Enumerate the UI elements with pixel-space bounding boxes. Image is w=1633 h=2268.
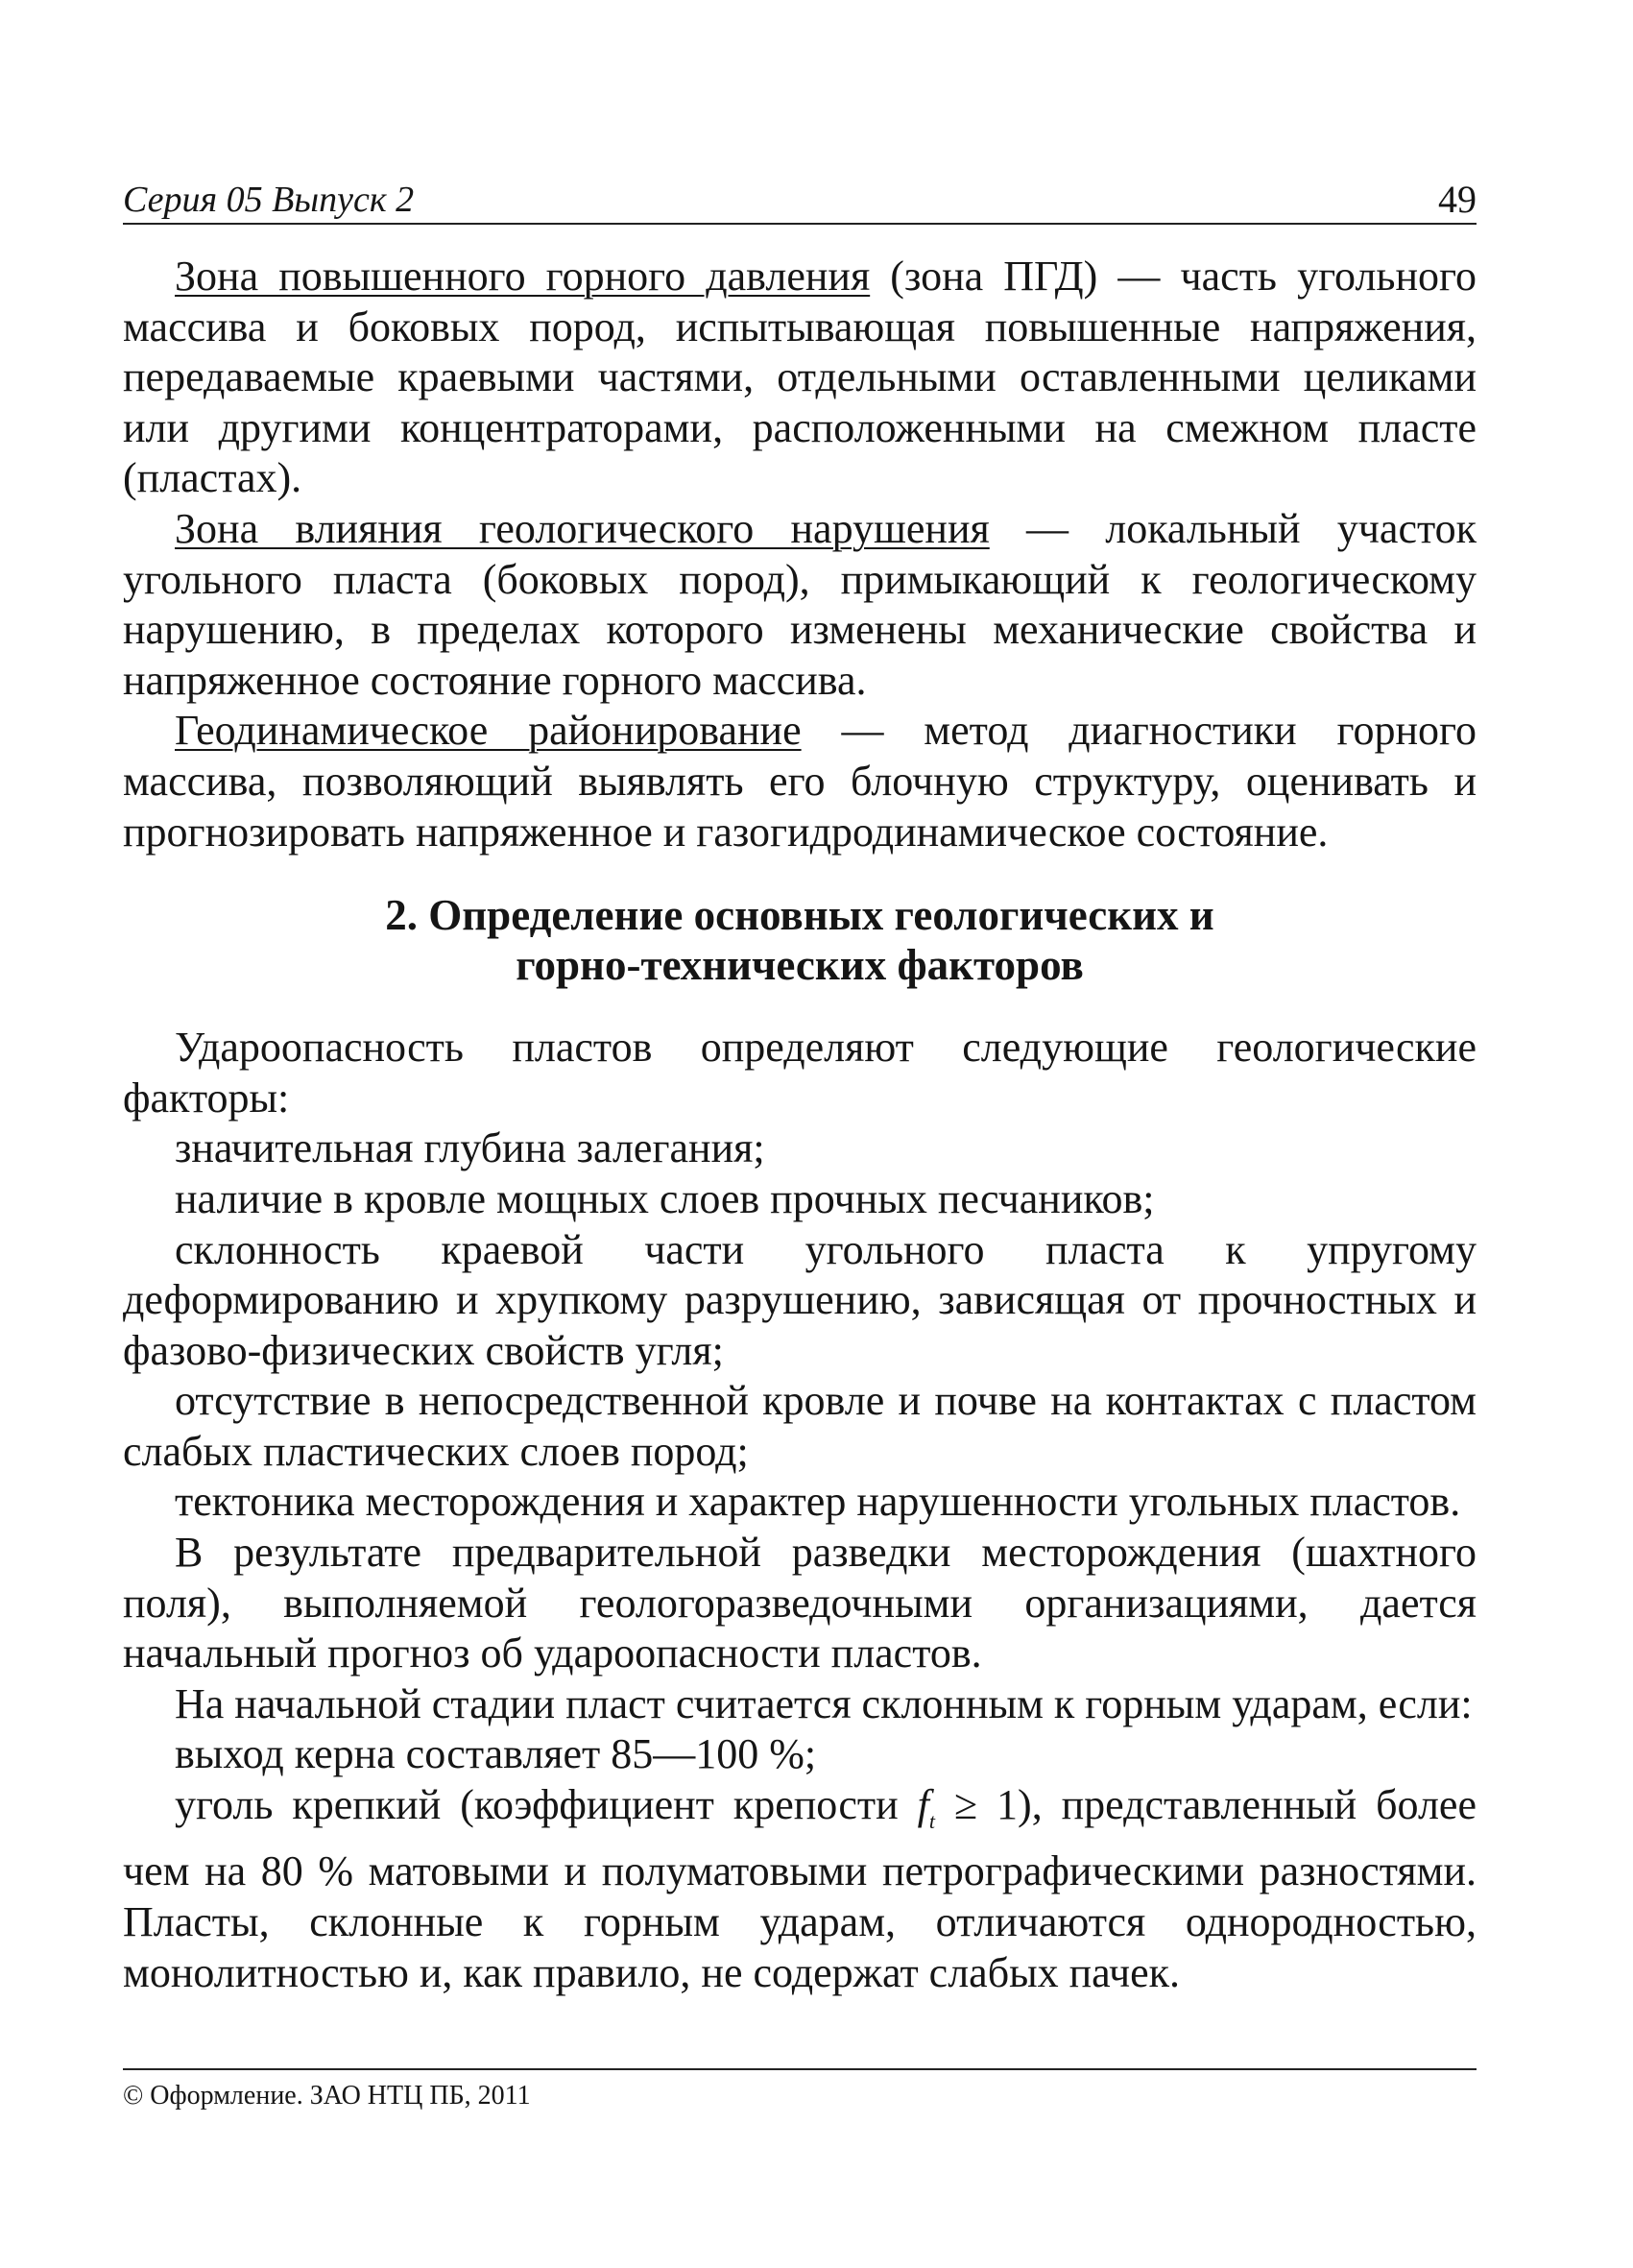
page-number: 49: [1438, 178, 1477, 221]
definition-paragraph: [123, 504, 1477, 706]
definition-term: Зона влияния геологического нарушения: [175, 504, 990, 552]
formula-subscript: t: [928, 1808, 935, 1833]
factor-item: тектоника месторождения и характер нарушенности угольных пластов.: [175, 1478, 1461, 1526]
definition-paragraph: [123, 252, 1477, 504]
series-label: Серия 05 Выпуск 2: [123, 180, 415, 220]
factor-item: отсутствие в непосредственной кровле и почве на контактах с пластом слабых пластических слоев пород;: [123, 1377, 1477, 1475]
definition-text: — локальный участок угольного пласта (боковых пород), примыкающий к геологическому нарушению, в пределах которого изменены механические свойства и напряженное состояние горного массива.: [123, 504, 1477, 704]
section-heading: [123, 890, 1477, 990]
formula-f: f: [917, 1781, 929, 1829]
definition-text: — метод диагностики горного массива, позволяющий выявлять его блочную структуру, оценивать и прогнозировать напряженное и газогидродинамическое состояние.: [123, 707, 1477, 856]
copyright-text: © Оформление. ЗАО НТЦ ПБ, 2011: [123, 2081, 531, 2111]
page-footer: [123, 2068, 1477, 2112]
formula-rest: ≥ 1): [934, 1781, 1032, 1829]
definition-text: (зона ПГД) — часть угольного массива и боковых пород, испытывающая повышенные напряжения, передаваемые краевыми частями, отдельными оставленными целиками или другими концентраторами, расположенными на смежном пласте (пластах).: [123, 253, 1477, 502]
factor-item: значительная глубина залегания;: [175, 1124, 765, 1172]
section-heading-line: 2. Определение основных геологических и: [385, 891, 1214, 940]
definition-paragraph: [123, 706, 1477, 857]
core-yield-item: выход керна составляет 85—100 %;: [175, 1730, 817, 1778]
page-header: [123, 169, 1477, 225]
section-heading-line: горно-технических факторов: [516, 941, 1084, 990]
page-body: [123, 252, 1477, 1998]
coal-text-after: , представленный более чем на 80 % матовыми и полуматовыми петрографическими разностями. Пласты, склонные к горным ударам, отличаются однородностью, монолитностью и, как правило, не содержат слабых пачек.: [123, 1781, 1477, 1996]
prognosis-paragraph: В результате предварительной разведки месторождения (шахтного поля), выполняемой геологоразведочными организациями, дается начальный прогноз об удароопасности пластов.: [123, 1529, 1477, 1677]
factor-item: наличие в кровле мощных слоев прочных песчаников;: [175, 1174, 1155, 1222]
intro-paragraph: Удароопасность пластов определяют следующие геологические факторы:: [123, 1024, 1477, 1122]
definition-term: Зона повышенного горного давления: [175, 253, 871, 300]
definition-term: Геодинамическое районирование: [175, 707, 802, 755]
factor-item: склонность краевой части угольного пласта к упругому деформированию и хрупкому разрушению, зависящая от прочностных и фазово-физических свойств угля;: [123, 1225, 1477, 1374]
condition-intro-paragraph: На начальной стадии пласт считается склонным к горным ударам, если:: [175, 1679, 1473, 1727]
coal-strength-item: [123, 1780, 1477, 1998]
coal-text-before: уголь крепкий (коэффициент крепости: [175, 1781, 918, 1829]
strength-formula: [917, 1781, 935, 1833]
